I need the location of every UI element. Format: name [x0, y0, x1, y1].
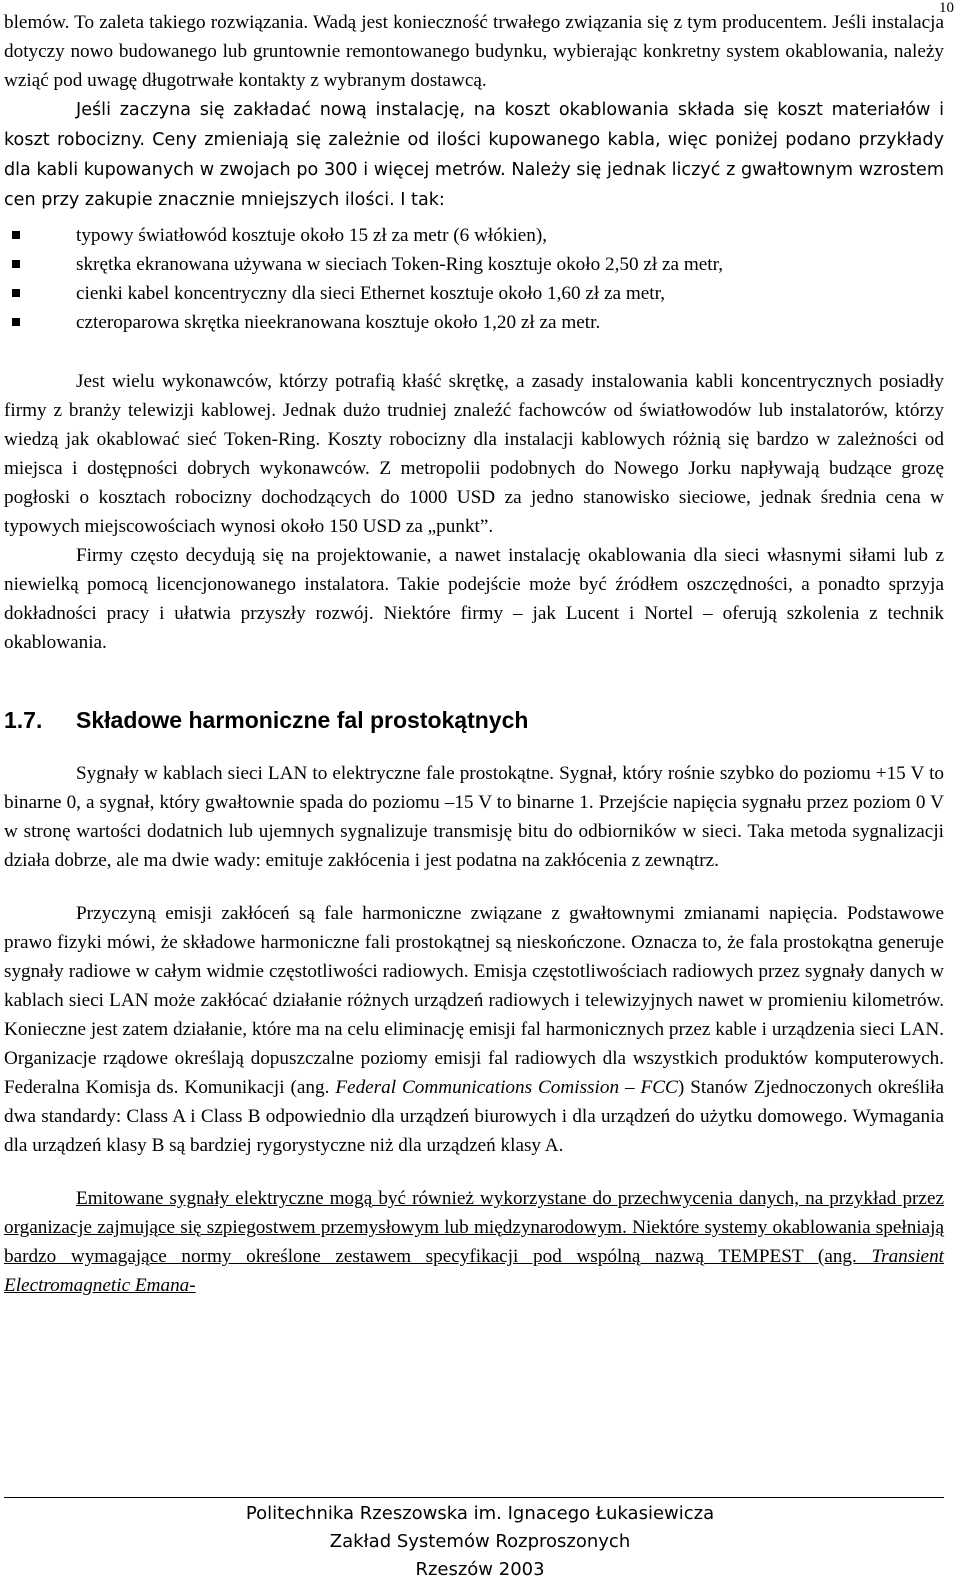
- page-footer: [0, 1500, 960, 1584]
- paragraph-7: Emitowane sygnały elektryczne mogą być również wykorzystane do przechwycenia danych, na przykład przez organizacje zajmujące się szpiegostwem przemysłowym lub międzynarodowym. Niektóre systemy okablowania spełniają bardzo wymagające normy określone zestawem specyfikacji pod wspólną nazwą TEMPEST (ang. Transient Electromagnetic Emana-: [4, 1188, 944, 1296]
- bullet-icon: [12, 231, 20, 239]
- bullet-icon: [12, 318, 20, 326]
- paragraph-3: Jest wielu wykonawców, którzy potrafią kłaść skrętkę, a zasady instalowania kabli koncentrycznych posiadły firmy z branży telewizji kablowej. Jednak dużo trudniej znaleźć fachowców od światłowodów lub instalatorów, którzy wiedzą jak okablować sieć Token-Ring. Koszty robocizny dla instalacji kablowych różnią się bardzo w zależności od miejsca i dostępności dobrych wykonawców. Z metropolii podobnych do Nowego Jorku napływają budzące grozę pogłoski o kosztach robocizny dochodzących do 1000 USD za jedno stanowisko sieciowe, jednak średnia cena w typowych miejscowościach wynosi około 150 USD za „punkt”.: [4, 371, 944, 537]
- footer-place-year: Rzeszów 2003: [415, 1559, 545, 1580]
- cost-list: [4, 221, 944, 337]
- list-item: typowy światłowód kosztuje około 15 zł za metr (6 włókien),: [4, 221, 944, 250]
- section-heading: [4, 705, 944, 735]
- section-number: 1.7.: [4, 707, 43, 733]
- paragraph-2: [4, 95, 944, 215]
- footer-university: Politechnika Rzeszowska im. Ignacego Łukasiewicza: [245, 1503, 715, 1524]
- page-number: 10: [939, 0, 954, 16]
- section-title: Składowe harmoniczne fal prostokątnych: [76, 707, 529, 733]
- footer-divider: [4, 1497, 944, 1498]
- paragraph-6: Przyczyną emisji zakłóceń są fale harmoniczne związane z gwałtownymi zmianami napięcia. Podstawowe prawo fizyki mówi, że składowe harmoniczne fali prostokątnej są nieskończone. Oznacza to, że fala prostokątna generuje sygnały radiowe w całym widmie częstotliwości radiowych. Emisja częstotliwościach radiowych przez sygnały danych w kablach sieci LAN może zakłócać działanie różnych urządzeń radiowych i telewizyjnych nawet w promieniu kilometrów. Konieczne jest zatem działanie, które ma na celu eliminację emisji fal harmonicznych przez kable i urządzenia sieci LAN. Organizacje rządowe określają dopuszczalne poziomy emisji fal radiowych dla wszystkich produktów komputerowych. Federalna Komisja ds. Komunikacji (ang. Federal Communications Comission – FCC) Stanów Zjednoczonych określiła dwa standardy: Class A i Class B odpowiednio dla urządzeń biurowych i dla urządzeń do użytku domowego. Wymagania dla urządzeń klasy B są bardziej rygorystyczne niż dla urządzeń klasy A.: [4, 903, 944, 1156]
- document-body: [4, 8, 944, 1300]
- paragraph-4: Firmy często decydują się na projektowanie, a nawet instalację okablowania dla sieci własnymi siłami lub z niewielką pomocą licencjonowanego instalatora. Takie podejście może być źródłem oszczędności, a ponadto sprzyja dokładności pracy i ułatwia przyszły rozwój. Niektóre firmy – jak Lucent i Nortel – oferują szkolenia z technik okablowania.: [4, 545, 944, 653]
- fcc-term: Federal Communications Comission – FCC: [335, 1077, 678, 1098]
- bullet-icon: [12, 260, 20, 268]
- tempest-term: Transient Electromagnetic Emana-: [4, 1246, 944, 1296]
- list-item: cienki kabel koncentryczny dla sieci Ethernet kosztuje około 1,60 zł za metr,: [4, 279, 944, 308]
- bullet-icon: [12, 289, 20, 297]
- paragraph-5: Sygnały w kablach sieci LAN to elektryczne fale prostokątne. Sygnał, który rośnie szybko do poziomu +15 V to binarne 0, a sygnał, który gwałtownie spada do poziomu –15 V to binarne 1. Przejście napięcia sygnału przez poziom 0 V w stronę wartości dodatnich lub ujemnych sygnalizuje transmisję bitu do odbiorników w sieci. Taka metoda sygnalizacji działa dobrze, ale ma dwie wady: emituje zakłócenia i jest podatna na zakłócenia z zewnątrz.: [4, 763, 944, 871]
- paragraph-1: blemów. To zaleta takiego rozwiązania. Wadą jest konieczność trwałego związania się z tym producentem. Jeśli instalacja dotyczy nowo budowanego lub gruntownie remontowanego budynku, wybierając konkretny system okablowania, należy wziąć pod uwagę długotrwałe kontakty z wybranym dostawcą.: [4, 12, 944, 91]
- paragraph-2-text: Jeśli zaczyna się zakładać nową instalację, na koszt okablowania składa się koszt materiałów i koszt robocizny. Ceny zmieniają się zależnie od ilości kupowanego kabla, więc poniżej podano przykłady dla kabli kupowanych w zwojach po 300 i więcej metrów. Należy się jednak liczyć z gwałtownym wzrostem cen przy zakupie znacznie mniejszych ilości. I tak:: [4, 100, 944, 210]
- footer-department: Zakład Systemów Rozproszonych: [329, 1531, 631, 1552]
- list-item: czteroparowa skrętka nieekranowana kosztuje około 1,20 zł za metr.: [4, 308, 944, 337]
- list-item: skrętka ekranowana używana w sieciach Token-Ring kosztuje około 2,50 zł za metr,: [4, 250, 944, 279]
